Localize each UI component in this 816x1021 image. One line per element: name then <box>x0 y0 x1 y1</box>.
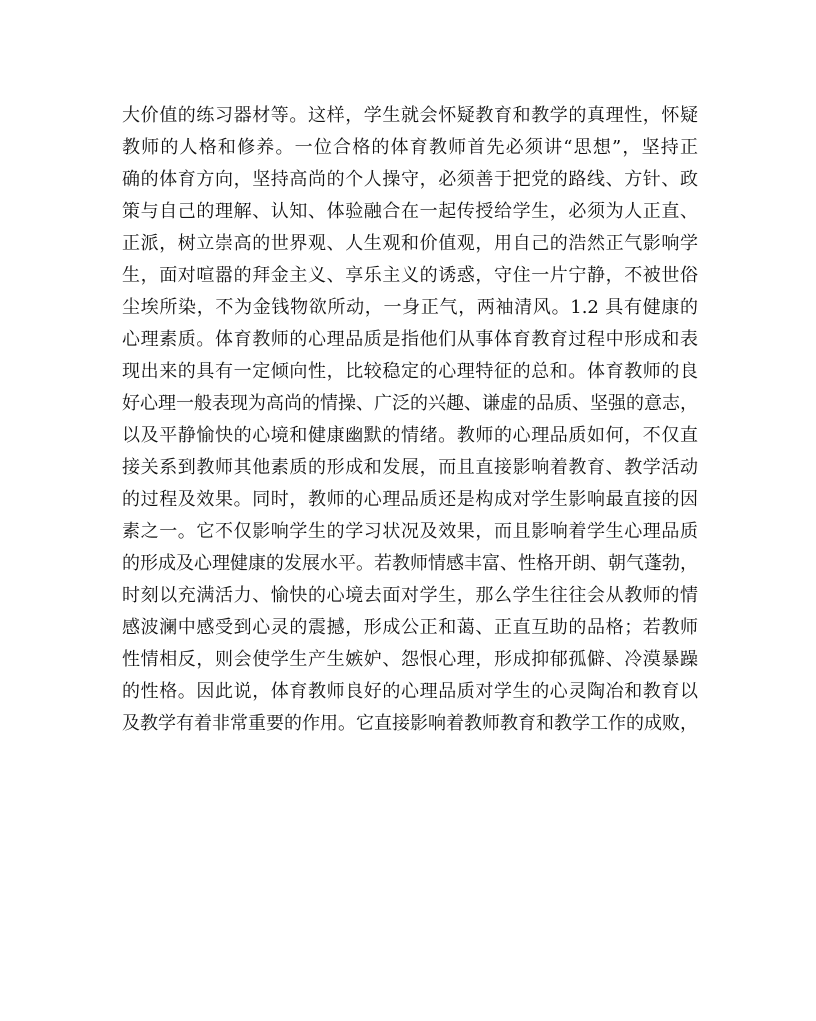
text-line: 正派，树立崇高的世界观、人生观和价值观，用自己的浩然正气影响学 <box>122 233 698 254</box>
text-line: 好心理一般表现为高尚的情操、广泛的兴趣、谦虚的品质、坚强的意志， <box>122 393 698 414</box>
text-line: 的性格。因此说，体育教师良好的心理品质对学生的心灵陶冶和教育以 <box>122 681 698 702</box>
text-line: 现出来的具有一定倾向性，比较稳定的心理特征的总和。体育教师的良 <box>122 361 698 382</box>
text-line: 生，面对喧嚣的拜金主义、享乐主义的诱惑，守住一片宁静，不被世俗 <box>122 265 698 286</box>
text-line: 教师的人格和修养。一位合格的体育教师首先必须讲“思想”，坚持正 <box>122 137 698 158</box>
text-line: 大价值的练习器材等。这样，学生就会怀疑教育和教学的真理性，怀疑 <box>122 105 698 126</box>
text-line: 确的体育方向，坚持高尚的个人操守，必须善于把党的路线、方针、政 <box>122 169 698 190</box>
text-line: 性情相反，则会使学生产生嫉妒、怨恨心理，形成抑郁孤僻、冷漠暴躁 <box>122 649 698 670</box>
text-line: 的过程及效果。同时，教师的心理品质还是构成对学生影响最直接的因 <box>122 489 698 510</box>
text-line: 时刻以充满活力、愉快的心境去面对学生，那么学生往往会从教师的情 <box>122 585 698 606</box>
text-line: 心理素质。体育教师的心理品质是指他们从事体育教育过程中形成和表 <box>122 329 698 350</box>
text-line: 及教学有着非常重要的作用。它直接影响着教师教育和教学工作的成败， <box>122 713 698 734</box>
text-line: 以及平静愉快的心境和健康幽默的情绪。教师的心理品质如何，不仅直 <box>122 425 698 446</box>
text-line: 的形成及心理健康的发展水平。若教师情感丰富、性格开朗、朝气蓬勃， <box>122 553 698 574</box>
text-line: 策与自己的理解、认知、体验融合在一起传授给学生，必须为人正直、 <box>122 201 698 222</box>
text-line: 尘埃所染，不为金钱物欲所动，一身正气，两袖清风。1.2 具有健康的 <box>122 297 698 318</box>
text-line: 感波澜中感受到心灵的震撼，形成公正和蔼、正直互助的品格；若教师 <box>122 617 698 638</box>
text-line: 素之一。它不仅影响学生的学习状况及效果，而且影响着学生心理品质 <box>122 521 698 542</box>
body-text <box>122 100 698 740</box>
text-line: 接关系到教师其他素质的形成和发展，而且直接影响着教育、教学活动 <box>122 457 698 478</box>
